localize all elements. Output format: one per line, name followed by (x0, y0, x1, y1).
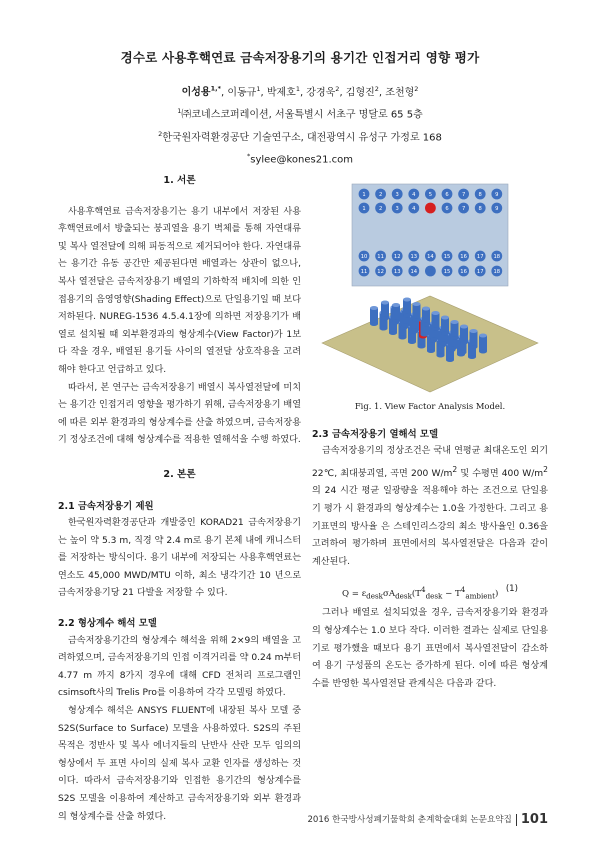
cask-3d (441, 316, 449, 336)
right-column (312, 168, 548, 693)
cask-number-label: 16 (460, 254, 467, 261)
subsection-2-3-paragraph-1: 금속저장용기의 정상조건은 국내 연평균 최대온도인 외기 22℃, 최대붕괴열, 곡면 200 $W/m^2$ 및 수평면 400 $W/m^2$의 24 시간 평균 일광량을 적용해야 하는 조건으로 단일용기 평가 시 환경과의 형상계수는 1.0을 가정한다. 그리고 용기표면의 방사율 은 스테인리스강의 최소 방사율인 0.36을 고려하여 평가하며 표면에서의 복사열전달은 다음과 같이 계산된다. (312, 446, 548, 567)
cask-number-label: 12 (393, 254, 401, 261)
cask-number-label: 14 (410, 269, 418, 276)
cask-number-label: 14 (427, 254, 434, 261)
left-column (58, 168, 301, 826)
paper-title: 경수로 사용후핵연료 금속저장용기의 용기간 인접거리 영향 평가 (120, 50, 480, 65)
equation-1 (312, 571, 548, 605)
author-names: 이성용$^{1,*}$, 이동규$^1$, 박제호$^1$, 강경욱$^2$, 김형진$^2$, 조천형$^2$ (181, 85, 419, 99)
equation-number: (1) (505, 584, 518, 595)
section-heading-body: 2. 본론 (163, 468, 196, 480)
cask-number-label: 7 (461, 206, 466, 213)
subsection-heading-2-2: 2.2 형상계수 해석 모델 (58, 618, 157, 630)
footer-divider (516, 814, 517, 826)
cask-number-label: 11 (360, 269, 368, 276)
cask-number-label: 6 (445, 206, 449, 213)
subsection-2-3-paragraph-2: 그러나 배열로 설치되었을 경우, 금속저장용기와 환경과의 형상계수는 1.0 보다 작다. 이러한 결과는 실제로 단일용기로 평가했을 때보다 용기 표면에서 복사열전달이 감소하여 용기 구성품의 온도는 증가하게 된다. 이에 따른 형상계수를 반영한 복사열전달 관계식은 다음과 같다. (312, 608, 548, 689)
cask-number-label: 18 (493, 269, 501, 276)
cask-number-label: 8 (478, 206, 482, 213)
figure-view-factor-model (312, 178, 548, 394)
cask-number-label: 13 (410, 254, 418, 261)
cask-3d (392, 303, 400, 323)
cask-number-label: 9 (495, 206, 499, 213)
target-cask-marker (425, 203, 436, 214)
cask-number-label: 13 (393, 269, 401, 276)
cask-number-label: 2 (378, 192, 383, 199)
cask-3d (479, 334, 487, 354)
cask-3d (422, 307, 430, 327)
section-heading-introduction: 1. 서론 (163, 175, 196, 186)
cask-3d (370, 306, 378, 326)
cask-number-label: 15 (443, 254, 451, 261)
cask-number-label: 7 (461, 192, 466, 199)
cask-number-label: 10 (360, 254, 368, 261)
cask-number-label: 5 (428, 192, 433, 199)
cask-3d (381, 301, 389, 321)
cask-number-label: 6 (445, 192, 449, 199)
cask-3d (432, 311, 440, 331)
intro-paragraph-2: 따라서, 본 연구는 금속저장용기 배열시 복사열전달에 미치는 용기간 인접거리 영향을 평가하기 위해, 금속저장용기 배열에 따른 외부 환경과의 형상계수를 산출 하였으며, 금속저장용기 정상조건에 대해 형상계수를 적용한 열해석을 수행 하였다. (58, 382, 301, 446)
subsection-2-1-paragraph: 한국원자력환경공단과 개발중인 KORAD21 금속저장용기는 높이 약 5.3 m, 직경 약 2.4 m로 용기 본체 내에 캐니스터를 저장하는 방식이다. 용기 내부에 저장되는 사용후핵연료는 연소도 45,000 MWD/MTU 이하, 최소 냉각기간 10 년으로 금속저장용기당 21 다발을 저장할 수 있다. (58, 518, 301, 599)
cask-number-label: 16 (460, 269, 467, 276)
cask-number-label: 17 (476, 269, 484, 276)
subsection-2-2-paragraph-2: 형상계수 해석은 ANSYS FLUENT에 내장된 복사 모델 중 S2S(Surface to Surface) 모델을 사용하였다. S2S의 주된 목적은 정반사 및 복사 에너지들의 난반사 산란 모두 임의의 형상에서 두 표면 사이의 실제 복사 교환 인자를 생성하는 것이다. 따라서 금속저장용기와 인접한 용기간의 형상계수를 S2S 모델을 이용하여 계산하고 금속저장용기와 외부 환경과의 형상계수를 산출 하였다. (58, 706, 301, 822)
cask-number-label: 8 (478, 192, 482, 199)
intro-paragraph-1: 사용후핵연료 금속저장용기는 용기 내부에서 저장된 사용후핵연료에서 방출되는 붕괴열을 용기 벽체를 통해 자연대류 및 복사 열전달에 의해 피동적으로 제거되어야 한다. 자연대류는 용기간 유동 공간만 제공된다면 배열과는 상관이 없으나, 복사 열전달은 금속저장용기 배열의 기하학적 배치에 의한 인접용기의 음영영향(Shading Effect)으로 단일용기일 때 보다 저하된다. NUREG-1536 4.5.4.1장에 의하면 저장용기가 배열로 설치될 때 외부환경과의 형상계수(View Factor)가 1보다 작을 경우, 배열된 용기들 사이의 열전달 상호작용을 고려해야 한다고 언급하고 있다. (58, 206, 301, 375)
figure-illustration (312, 178, 548, 394)
page-number: 101 (520, 812, 548, 827)
cask-number-label: 2 (378, 206, 383, 213)
cask-3d (470, 329, 478, 349)
subsection-heading-2-3: 2.3 금속저장용기 열해석 모델 (312, 428, 439, 440)
cask-number-label: 3 (395, 192, 399, 199)
author-block (0, 80, 600, 169)
cask-number-label: 9 (495, 192, 499, 199)
cask-number-label: 11 (377, 254, 384, 261)
cask-3d (451, 320, 459, 340)
subsection-heading-2-1: 2.1 금속저장용기 제원 (58, 500, 154, 512)
cask-number-label: 1 (362, 206, 366, 213)
cask-number-label: 12 (377, 269, 384, 276)
cask-3d (413, 302, 421, 322)
equation-formula: $Q = \varepsilon_{desk}\sigma A_{desk}(T^4_{desk} - T^4_{ambient})$ (342, 585, 499, 601)
cask-number-label: 1 (362, 192, 366, 199)
cask-number-label: 18 (493, 254, 501, 261)
cask-3d (460, 325, 468, 345)
cask-marker (425, 266, 436, 277)
footer-conference: 2016 한국방사성폐기물학회 춘계학술대회 논문요약집 (307, 815, 512, 825)
cask-number-label: 4 (412, 192, 416, 199)
subsection-2-2-paragraph-1: 금속저장용기간의 형상계수 해석을 위해 2×9의 배열을 고려하였으며, 금속저장용기의 인접 이격거리를 약 0.24 m부터 4.77 m 까지 8가지 경우에 대해 CFD 전처리 프로그램인 csimsoft사의 Trelis Pro를 이용하여 각각 모델링 하였다. (58, 635, 301, 699)
cask-number-label: 15 (443, 269, 451, 276)
figure-caption: Fig. 1. View Factor Analysis Model. (354, 401, 506, 411)
page-footer (300, 812, 548, 827)
affiliation-1: $^1$㈜코네스코퍼레이션, 서울특별시 서초구 명달로 65 5층 (177, 107, 423, 121)
cask-number-label: 17 (476, 254, 484, 261)
author-email: *sylee@kones21.com (247, 151, 353, 166)
affiliation-2: $^2$한국원자력환경공단 기술연구소, 대전광역시 유성구 가정로 168 (158, 129, 442, 143)
cask-number-label: 3 (395, 206, 399, 213)
cask-number-label: 4 (412, 206, 416, 213)
cask-3d (403, 298, 411, 318)
